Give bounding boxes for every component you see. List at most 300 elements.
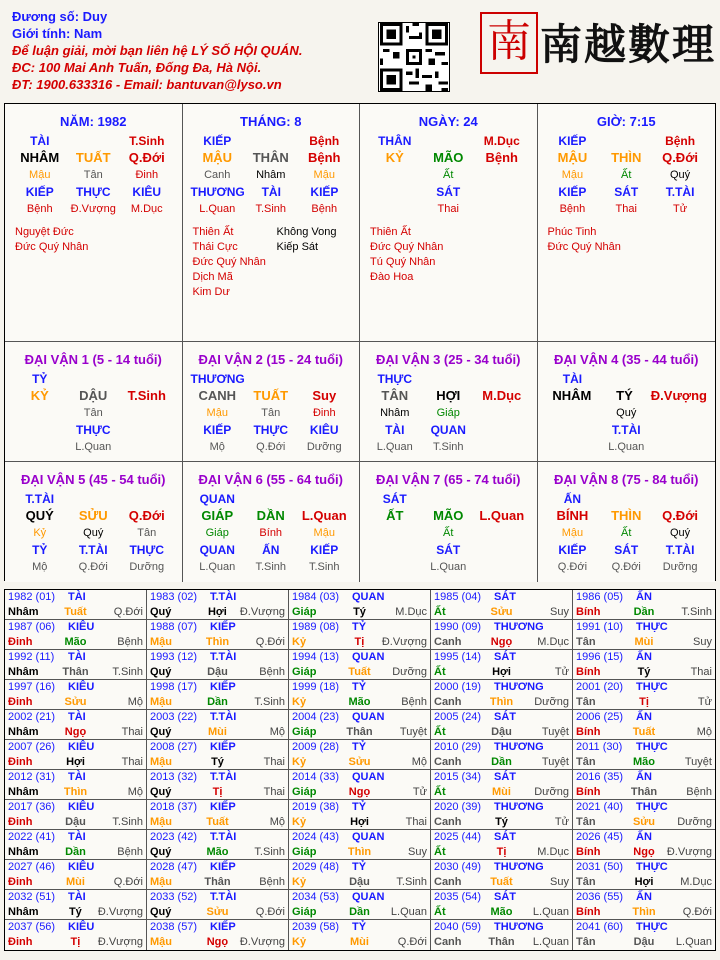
dai-van-title: ĐẠI VẬN 1 (5 - 14 tuổi) — [24, 352, 162, 367]
year-label: 1996 (15) — [576, 651, 624, 663]
year-stem: Mậu — [150, 935, 172, 948]
pillar-god-row-2: Bệnh — [309, 133, 340, 148]
year-label: 1999 (18) — [292, 681, 340, 693]
year-stem: Tân — [576, 815, 596, 828]
dai-van-hidden-god-row-1: SÁT — [614, 542, 639, 557]
year-stage: M.Dục — [680, 875, 712, 888]
year-label: 2032 (51) — [8, 891, 56, 903]
year-top — [147, 830, 288, 844]
year-branch: Hợi — [66, 755, 85, 768]
year-stem: Tân — [576, 695, 596, 708]
year-top — [147, 590, 288, 604]
year-branch: Tý — [495, 815, 508, 828]
year-label: 2025 (44) — [434, 831, 482, 843]
dai-van-stage-row-1: L.Quan — [430, 560, 467, 573]
dai-van-stem-branch-row-2: L.Quan — [479, 508, 525, 523]
dai-van-stem-branch-row-2: M.Dục — [482, 388, 522, 403]
year-bottom — [147, 664, 288, 679]
star-item: Không Vong — [276, 226, 337, 238]
year-stem: Ất — [434, 665, 446, 678]
year-branch: Tý — [211, 755, 224, 768]
dai-van-1 — [5, 342, 183, 462]
year-bottom — [5, 784, 146, 799]
dai-van-hidden-god-row-2: T.TÀI — [665, 542, 695, 557]
pillar-stage-row-2: Bệnh — [311, 202, 338, 215]
year-top — [289, 800, 430, 814]
year-stem: Quý — [150, 845, 172, 858]
year-bottom — [147, 814, 288, 829]
dai-van-stage-row-1: L.Quan — [608, 440, 645, 453]
year-god: TÀI — [68, 771, 86, 783]
pillar-stem-branch-row-1: THÌN — [611, 150, 642, 165]
year-stem: Đinh — [8, 635, 33, 648]
year-bottom — [431, 844, 572, 859]
year-stem: Nhâm — [8, 905, 39, 918]
dai-van-hidden-row — [183, 404, 360, 421]
year-god: KIÊU — [68, 621, 95, 633]
dai-van-hidden-god-row — [360, 421, 537, 438]
year-stage: L.Quan — [532, 905, 569, 918]
year-stage: Thai — [263, 785, 285, 798]
year-cell — [5, 800, 147, 830]
year-stem: Mậu — [150, 635, 172, 648]
year-label: 1987 (06) — [8, 621, 56, 633]
dai-van-stem-branch-row-0: TÂN — [381, 388, 409, 403]
year-cell — [573, 860, 715, 890]
year-stem: Mậu — [150, 875, 172, 888]
year-branch: Sửu — [632, 815, 655, 828]
year-bottom — [431, 694, 572, 709]
year-label: 2022 (41) — [8, 831, 56, 843]
year-stem: Bính — [576, 845, 601, 858]
year-stage: Tuyệt — [541, 755, 569, 768]
year-top — [5, 890, 146, 904]
pillar-stem-branch-row-0: KỶ — [385, 150, 404, 165]
year-top — [431, 710, 572, 724]
year-label: 2017 (36) — [8, 801, 56, 813]
dai-van-hidden-god-row-0: KIẾP — [558, 542, 587, 557]
year-god: QUAN — [352, 711, 385, 723]
year-stage: Suy — [693, 635, 712, 648]
year-branch: Dần — [633, 605, 655, 618]
year-label: 2012 (31) — [8, 771, 56, 783]
year-branch: Ngọ — [490, 635, 513, 648]
year-cell — [573, 800, 715, 830]
star-item: Tú Quý Nhân — [370, 256, 436, 268]
year-stem: Mậu — [150, 815, 172, 828]
year-bottom — [289, 604, 430, 619]
year-stage: Tuyệt — [399, 725, 427, 738]
year-label: 1982 (01) — [8, 591, 56, 603]
year-branch: Thân — [630, 785, 658, 798]
year-cell — [5, 770, 147, 800]
pillar-stem-branch-row-1: MÃO — [433, 150, 464, 165]
year-branch: Tý — [353, 605, 366, 618]
dai-van-hidden-row-0: Kỷ — [33, 526, 47, 539]
year-stem: Tân — [576, 935, 596, 948]
year-stem: Quý — [150, 665, 172, 678]
year-top — [431, 590, 572, 604]
pillar-stem-branch-row — [360, 149, 537, 166]
year-stem: Bính — [576, 725, 601, 738]
year-god: T.TÀI — [210, 651, 237, 663]
dai-van-stem-branch-row-2: T.Sinh — [127, 388, 166, 403]
dai-van-stem-branch-row — [538, 387, 716, 404]
pillar-god-row-0: KIẾP — [558, 133, 587, 148]
year-god: ẤN — [636, 891, 652, 903]
dai-van-hidden-row — [5, 524, 182, 541]
year-stage: M.Dục — [395, 605, 427, 618]
pillar-stem-branch-row-2: Bệnh — [308, 150, 341, 165]
year-cell — [289, 710, 431, 740]
year-bottom — [5, 634, 146, 649]
pillar-stage-row-2: M.Dục — [130, 202, 163, 215]
pillar-hidden-stem-row-1: Tân — [83, 168, 103, 181]
year-branch: Hợi — [634, 875, 654, 888]
year-stage: Suy — [550, 605, 569, 618]
year-branch: Dậu — [65, 815, 86, 828]
year-bottom — [5, 844, 146, 859]
year-branch: Tuất — [490, 875, 513, 888]
year-label: 2019 (38) — [292, 801, 340, 813]
year-stage: Bệnh — [117, 845, 143, 858]
pillar-hidden-stem-row-2: Đinh — [135, 168, 159, 181]
pillar-stem-branch-row-2: Q.Đới — [662, 150, 699, 165]
dai-van-hidden-god-row-1: ẤN — [262, 542, 280, 557]
year-stem: Nhâm — [8, 665, 39, 678]
year-top — [431, 830, 572, 844]
year-branch: Mùi — [634, 635, 654, 648]
dai-van-hidden-row-0: Mậu — [206, 406, 228, 419]
year-cell — [5, 680, 147, 710]
year-bottom — [431, 784, 572, 799]
year-cell — [573, 770, 715, 800]
year-stage: L.Quan — [675, 935, 712, 948]
year-top — [147, 680, 288, 694]
year-cell — [5, 710, 147, 740]
year-top — [431, 920, 572, 934]
pillar-stars — [538, 217, 716, 255]
year-branch: Mão — [490, 905, 513, 918]
dai-van-stem-branch-row — [183, 387, 360, 404]
year-bottom — [289, 844, 430, 859]
pillar-stage-row-1: T.Sinh — [255, 202, 287, 215]
year-stage: Mộ — [269, 815, 285, 828]
dai-van-hidden-row — [360, 524, 537, 541]
pillar-hidden-god-row-0: KIẾP — [25, 184, 54, 199]
year-branch: Mão — [64, 635, 87, 648]
duong-so-value: Duy — [82, 9, 108, 24]
year-bottom — [573, 844, 715, 859]
dai-van-6 — [183, 462, 361, 582]
year-cell — [5, 920, 147, 950]
dai-van-stem-branch-row-0: ẤT — [386, 508, 404, 523]
dai-van-hidden-god-row-0: TỶ — [32, 542, 48, 557]
year-stage: Mộ — [127, 695, 143, 708]
year-top — [147, 860, 288, 874]
year-branch: Thìn — [63, 785, 88, 798]
year-stem: Kỷ — [292, 875, 307, 888]
year-label: 2027 (46) — [8, 861, 56, 873]
year-top — [289, 860, 430, 874]
pillar-1 — [183, 104, 361, 342]
year-god: THƯƠNG — [494, 801, 544, 813]
year-cell — [147, 860, 289, 890]
year-top — [289, 740, 430, 754]
year-bottom — [147, 754, 288, 769]
pillar-god-row — [183, 132, 360, 149]
dai-van-stem-branch-row-0: CANH — [198, 388, 237, 403]
dai-van-hidden-row-1: Tân — [261, 406, 281, 419]
year-bottom — [431, 724, 572, 739]
seal-logo-icon: 南 — [480, 12, 538, 74]
year-god: THƯƠNG — [494, 861, 544, 873]
year-branch: Tị — [70, 935, 81, 948]
star-item: Đức Quý Nhân — [192, 256, 266, 268]
year-stem: Canh — [434, 815, 462, 828]
dai-van-stage-row-1: Q.Đới — [78, 560, 108, 573]
year-stage: L.Quan — [532, 935, 569, 948]
year-bottom — [431, 754, 572, 769]
year-label: 2016 (35) — [576, 771, 624, 783]
year-cell — [147, 620, 289, 650]
year-god: SÁT — [494, 711, 516, 723]
year-cell — [289, 890, 431, 920]
dai-van-stage-row — [5, 558, 182, 575]
year-top — [289, 890, 430, 904]
year-label: 2023 (42) — [150, 831, 198, 843]
year-label: 1983 (02) — [150, 591, 198, 603]
year-top — [431, 890, 572, 904]
pillar-hidden-stem-row-2: Mậu — [313, 168, 335, 181]
dai-van-hidden-god-row — [538, 421, 716, 438]
year-bottom — [431, 874, 572, 889]
year-god: THỰC — [636, 681, 668, 693]
year-label: 1991 (10) — [576, 621, 624, 633]
pillar-stage-row-2: Tử — [673, 202, 688, 215]
year-bottom — [289, 634, 430, 649]
dai-van-stage-row — [538, 438, 716, 455]
dai-van-8 — [538, 462, 716, 582]
dai-van-stem-branch-row-2: Q.Đới — [128, 508, 165, 523]
chart-grid — [4, 103, 716, 581]
year-cell — [431, 860, 573, 890]
year-top — [289, 590, 430, 604]
year-top — [5, 830, 146, 844]
year-top — [289, 920, 430, 934]
year-cell — [147, 890, 289, 920]
dai-van-title: ĐẠI VẬN 6 (55 - 64 tuổi) — [198, 472, 343, 487]
year-bottom — [5, 694, 146, 709]
year-branch: Hợi — [492, 665, 511, 678]
year-god: T.TÀI — [210, 831, 237, 843]
year-bottom — [5, 814, 146, 829]
year-branch: Tuất — [64, 605, 87, 618]
year-label: 2001 (20) — [576, 681, 624, 693]
dai-van-stage-row-2: Dưỡng — [306, 440, 342, 453]
year-branch: Dậu — [633, 935, 655, 948]
pillar-hidden-stem-row — [5, 166, 182, 183]
year-cell — [5, 830, 147, 860]
dai-van-5 — [5, 462, 183, 582]
pillar-god-row-2: T.Sinh — [129, 133, 165, 148]
year-top — [573, 590, 715, 604]
dai-van-2 — [183, 342, 361, 462]
year-branch: Dần — [207, 695, 228, 708]
year-stem: Ất — [434, 845, 446, 858]
dai-van-hidden-god-row — [360, 541, 537, 558]
year-god: THƯƠNG — [494, 681, 544, 693]
year-god: THỰC — [636, 861, 668, 873]
dai-van-hidden-row-1: Quý — [83, 526, 104, 539]
year-bottom — [431, 634, 572, 649]
dai-van-god-row-0: T.TÀI — [25, 491, 55, 506]
dai-van-hidden-row-2: Tân — [137, 526, 157, 539]
dai-van-stem-branch-row-0: QUÝ — [25, 508, 54, 523]
year-stage: Thai — [121, 755, 143, 768]
year-label: 2002 (21) — [8, 711, 56, 723]
year-branch: Thìn — [632, 905, 656, 918]
year-top — [431, 770, 572, 784]
year-stage: Đ.Vượng — [97, 935, 143, 948]
dai-van-stage-row-2: Dưỡng — [129, 560, 165, 573]
year-bottom — [289, 934, 430, 949]
year-bottom — [147, 904, 288, 919]
year-stage: Dưỡng — [677, 815, 712, 828]
year-label: 1995 (14) — [434, 651, 482, 663]
year-branch: Dậu — [207, 665, 228, 678]
pillar-hidden-god-row-0: THƯƠNG — [190, 184, 245, 199]
pillar-hidden-stem-row-1: Ất — [621, 168, 632, 181]
year-god: QUAN — [352, 651, 385, 663]
year-label: 2024 (43) — [292, 831, 340, 843]
year-bottom — [147, 724, 288, 739]
star-item: Kiếp Sát — [276, 241, 319, 253]
year-top — [147, 650, 288, 664]
year-stem: Giáp — [292, 905, 317, 918]
year-stem: Giáp — [292, 665, 317, 678]
year-stem: Canh — [434, 935, 462, 948]
year-god: THỰC — [636, 621, 668, 633]
year-god: TỶ — [352, 681, 367, 693]
dai-van-hidden-god-row-1: T.TÀI — [611, 422, 641, 437]
year-cell — [431, 620, 573, 650]
year-label: 2009 (28) — [292, 741, 340, 753]
year-god: THƯƠNG — [494, 921, 544, 933]
year-branch: Thìn — [347, 845, 372, 858]
dai-van-hidden-row-0: Mậu — [561, 526, 584, 539]
year-bottom — [573, 874, 715, 889]
dai-van-hidden-god-row-2: KIÊU — [309, 422, 339, 437]
dai-van-stem-branch-row — [183, 507, 360, 524]
year-god: THƯƠNG — [494, 621, 544, 633]
year-branch: Sửu — [348, 755, 371, 768]
year-stage: Tử — [554, 815, 569, 828]
pillar-hidden-god-row-1: THỰC — [75, 184, 111, 199]
dai-van-hidden-row — [5, 404, 182, 421]
year-bottom — [5, 754, 146, 769]
year-bottom — [573, 604, 715, 619]
year-label: 1993 (12) — [150, 651, 198, 663]
year-cell — [573, 830, 715, 860]
year-stage: L.Quan — [390, 905, 427, 918]
year-cell — [431, 830, 573, 860]
pillar-god-row-0: TÀI — [30, 133, 50, 148]
year-label: 2000 (19) — [434, 681, 482, 693]
year-stem: Mậu — [150, 695, 172, 708]
year-top — [5, 650, 146, 664]
dai-van-hidden-row-1: Giáp — [436, 406, 460, 419]
pillar-2 — [360, 104, 538, 342]
year-stem: Canh — [434, 755, 462, 768]
year-top — [289, 680, 430, 694]
year-bottom — [573, 664, 715, 679]
annual-luck-table — [4, 589, 716, 951]
year-label: 2014 (33) — [292, 771, 340, 783]
dai-van-hidden-god-row — [183, 541, 360, 558]
year-bottom — [5, 874, 146, 889]
dai-van-hidden-row-1: Tân — [83, 406, 103, 419]
dai-van-god-row — [5, 370, 182, 387]
year-branch: Tuất — [348, 665, 371, 678]
pillar-title: NĂM: 1982 — [60, 114, 127, 129]
year-label: 2004 (23) — [292, 711, 340, 723]
year-branch: Dần — [491, 755, 512, 768]
year-stage: Dưỡng — [534, 785, 569, 798]
year-stage: T.Sinh — [112, 665, 143, 678]
year-label: 2003 (22) — [150, 711, 198, 723]
year-stage: Mộ — [127, 785, 143, 798]
year-stage: T.Sinh — [396, 875, 427, 888]
pillar-hidden-god-row — [5, 183, 182, 200]
dai-van-hidden-god-row-1: QUAN — [430, 422, 466, 437]
dai-van-god-row-0: THƯƠNG — [190, 371, 245, 386]
dai-van-god-row-0: THỰC — [377, 371, 413, 386]
year-stem: Tân — [576, 755, 596, 768]
year-cell — [573, 680, 715, 710]
year-stage: Bệnh — [117, 635, 143, 648]
year-stem: Ất — [434, 605, 446, 618]
year-cell — [573, 620, 715, 650]
year-stage: Mộ — [269, 725, 285, 738]
dai-van-stem-branch-row-1: DẦN — [256, 508, 285, 523]
year-top — [573, 770, 715, 784]
dai-van-hidden-row — [183, 524, 360, 541]
year-top — [147, 620, 288, 634]
year-stage: T.Sinh — [254, 845, 285, 858]
pillar-stage-row-1: Thai — [437, 202, 459, 215]
year-top — [573, 680, 715, 694]
year-stage: M.Dục — [537, 635, 569, 648]
dai-van-god-row-0: QUAN — [199, 491, 235, 506]
year-top — [573, 650, 715, 664]
year-branch: Dậu — [491, 725, 512, 738]
year-stem: Nhâm — [8, 845, 39, 858]
year-stem: Nhâm — [8, 785, 39, 798]
year-top — [147, 920, 288, 934]
year-branch: Mùi — [350, 935, 369, 948]
dai-van-stem-branch-row-0: BÍNH — [556, 508, 589, 523]
year-branch: Dậu — [349, 875, 370, 888]
year-cell — [289, 920, 431, 950]
dai-van-stem-branch-row-2: Đ.Vượng — [650, 388, 707, 403]
year-stem: Đinh — [8, 755, 33, 768]
stars-col-b — [632, 225, 710, 255]
contact-line: Để luận giải, mời bạn liên hệ LÝ SỐ HỘI QUÁN. — [12, 43, 303, 58]
year-label: 1994 (13) — [292, 651, 340, 663]
year-bottom — [431, 814, 572, 829]
year-stem: Quý — [150, 905, 172, 918]
